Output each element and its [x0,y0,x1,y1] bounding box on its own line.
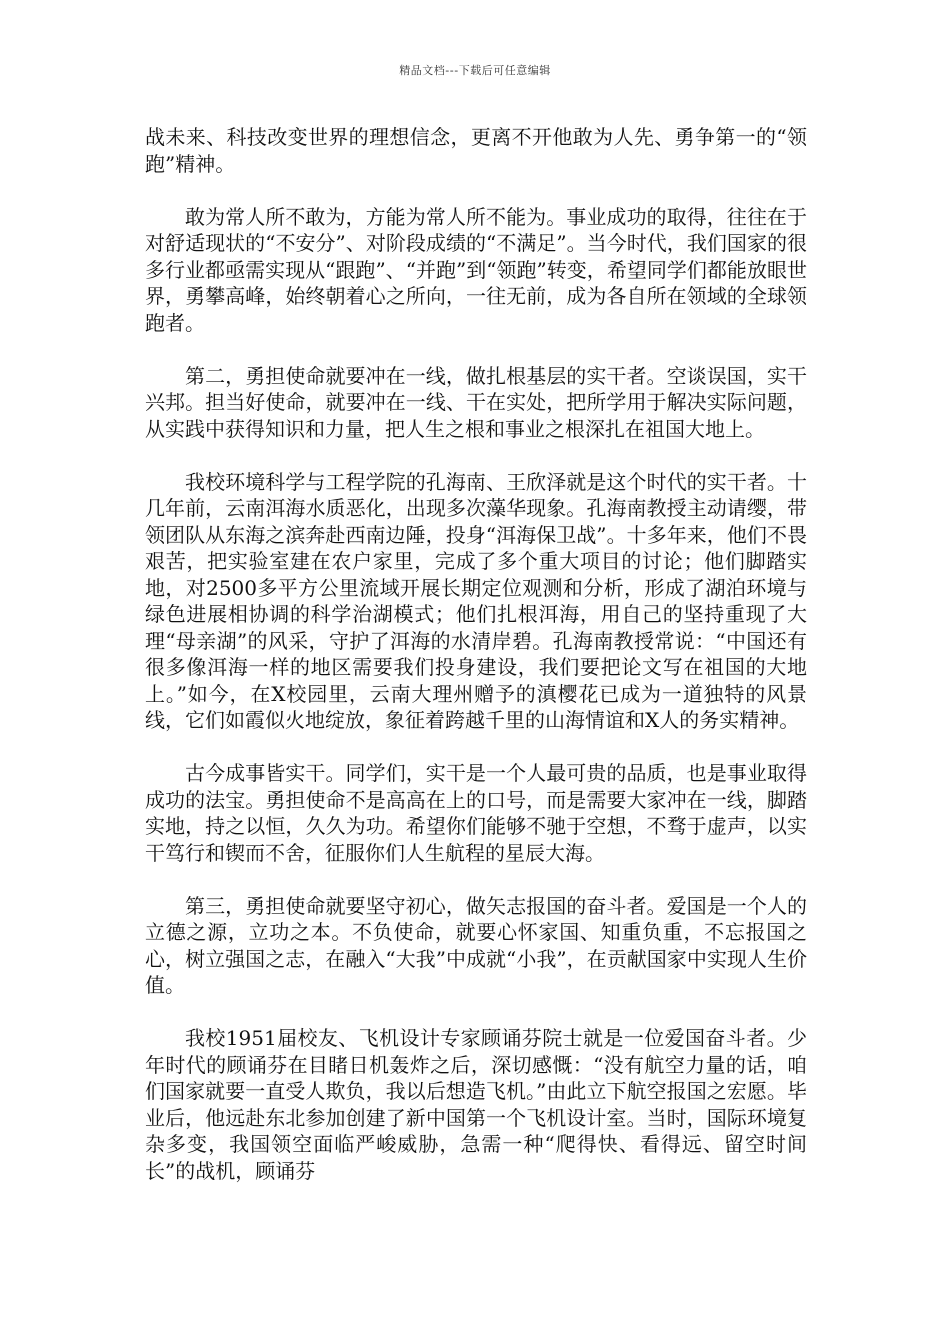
paragraph: 我校1951届校友、飞机设计专家顾诵芬院士就是一位爱国奋斗者。少年时代的顾诵芬在目睹日机轰炸之后，深切感慨：“没有航空力量的话，咱们国家就要一直受人欺负，我以后想造飞机。”由此立下航空报国之宏愿。毕业后，他远赴东北参加创建了新中国第一个飞机设计室。当时，国际环境复杂多变，我国领空面临严峻威胁，急需一种“爬得快、看得远、留空时间长”的战机，顾诵芬 [145,1026,807,1183]
paragraph: 我校环境科学与工程学院的孔海南、王欣泽就是这个时代的实干者。十几年前，云南洱海水质恶化，出现多次藻华现象。孔海南教授主动请缨，带领团队从东海之滨奔赴西南边陲，投身“洱海保卫战”。十多年来，他们不畏艰苦，把实验室建在农户家里，完成了多个重大项目的讨论；他们脚踏实地，对2500多平方公里流域开展长期定位观测和分析，形成了湖泊环境与绿色进展相协调的科学治湖模式；他们扎根洱海，用自己的坚持重现了大理“母亲湖”的风采，守护了洱海的水清岸碧。孔海南教授常说：“中国还有很多像洱海一样的地区需要我们投身建设，我们要把论文写在祖国的大地上。”如今，在X校园里，云南大理州赠予的滇樱花已成为一道独特的风景线，它们如霞似火地绽放，象征着跨越千里的山海情谊和X人的务实精神。 [145,469,807,732]
document-body [145,124,807,1184]
paragraph: 敢为常人所不敢为，方能为常人所不能为。事业成功的取得，往往在于对舒适现状的“不安分”、对阶段成绩的“不满足”。当今时代，我们国家的很多行业都亟需实现从“跟跑”、“并跑”到“领跑”转变，希望同学们都能放眼世界，勇攀高峰，始终朝着心之所向，一往无前，成为各自所在领域的全球领跑者。 [145,204,807,335]
page-header: 精品文档---下载后可任意编辑 [399,64,551,77]
paragraph: 古今成事皆实干。同学们，实干是一个人最可贵的品质，也是事业取得成功的法宝。勇担使命不是高高在上的口号，而是需要大家冲在一线，脚踏实地，持之以恒，久久为功。希望你们能够不驰于空想，不骛于虚声，以实干笃行和锲而不舍，征服你们人生航程的星辰大海。 [145,761,807,865]
paragraph: 第二，勇担使命就要冲在一线，做扎根基层的实干者。空谈误国，实干兴邦。担当好使命，就要冲在一线、干在实处，把所学用于解决实际问题，从实践中获得知识和力量，把人生之根和事业之根深扎在祖国大地上。 [145,363,807,441]
paragraph: 战未来、科技改变世界的理想信念，更离不开他敢为人先、勇争第一的“领跑”精神。 [145,125,807,176]
paragraph: 第三，勇担使命就要坚守初心，做矢志报国的奋斗者。爱国是一个人的立德之源，立功之本。不负使命，就要心怀家国、知重负重，不忘报国之心，树立强国之志，在融入“大我”中成就“小我”，在贡献国家中实现人生价值。 [145,893,807,997]
